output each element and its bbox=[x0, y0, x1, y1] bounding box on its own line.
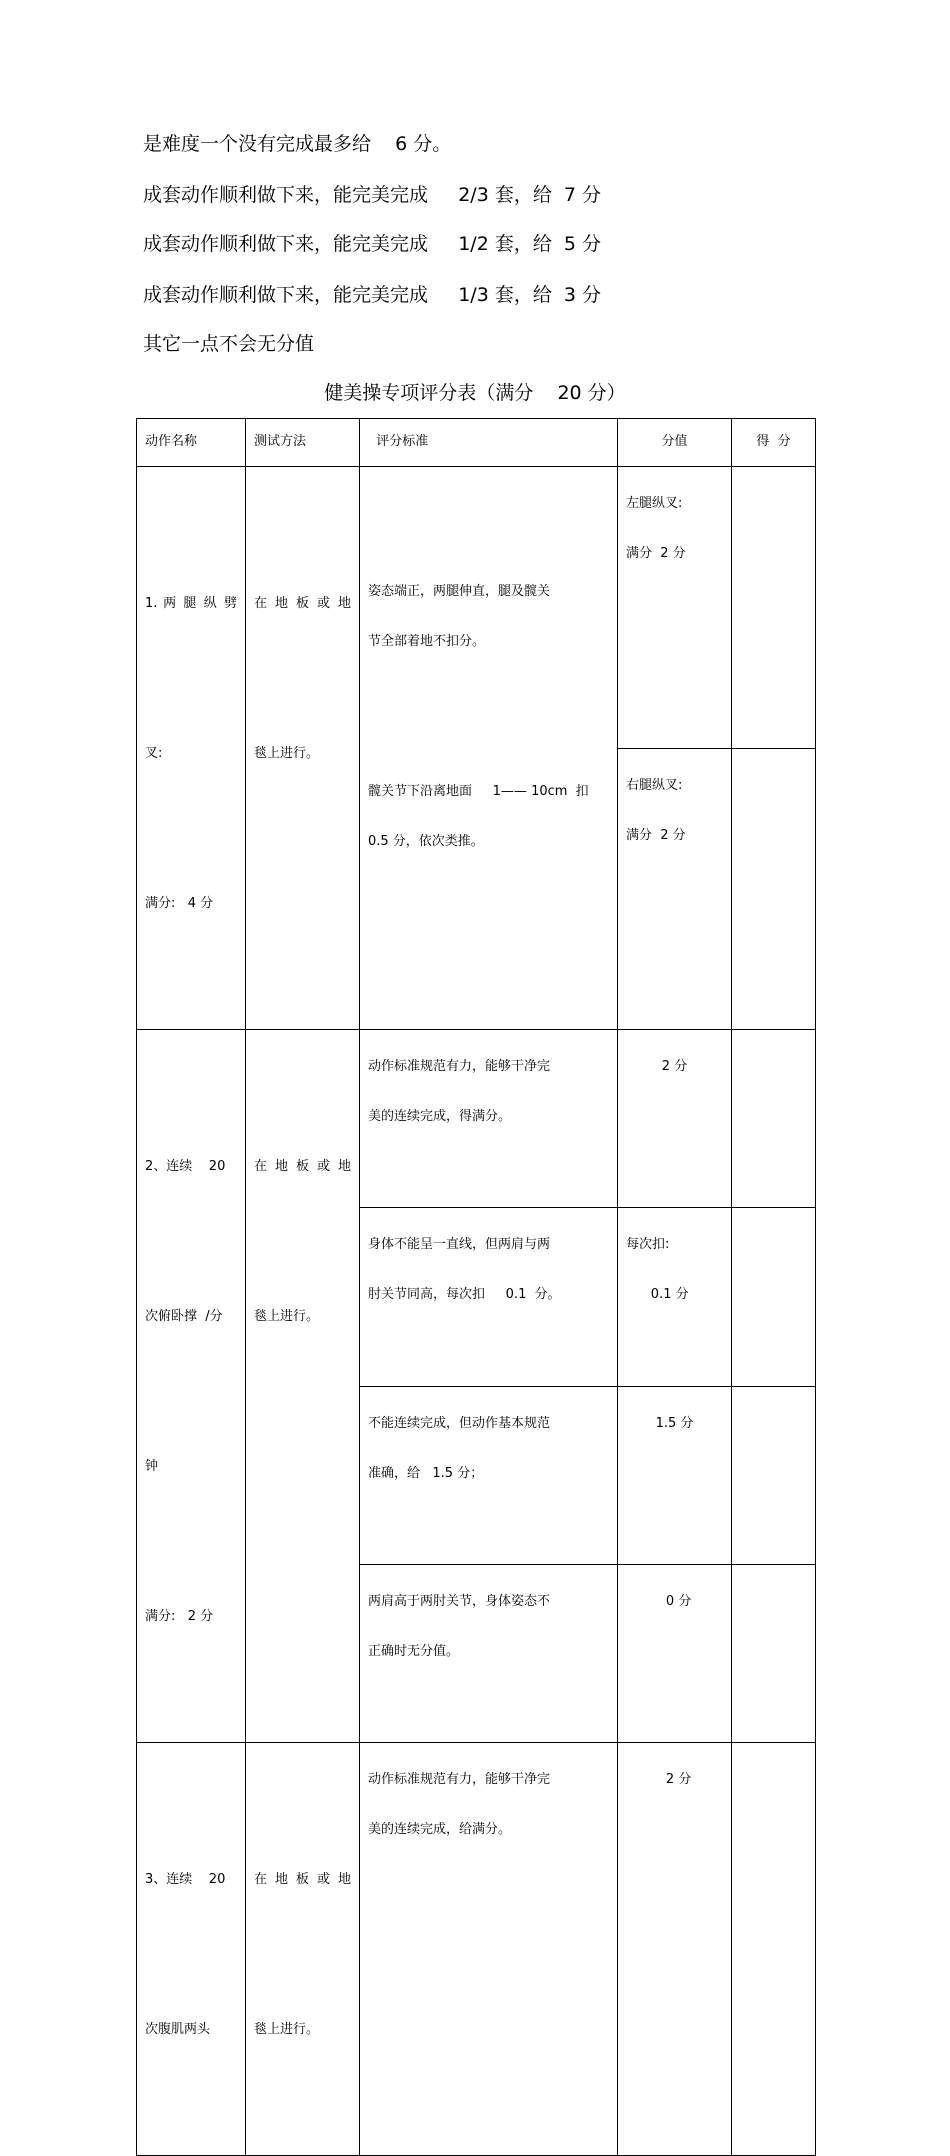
item1-criteria-b: 髋关节下沿离地面 1—— 10cm 扣 0.5 分，依次类推。 bbox=[368, 784, 589, 849]
table-row bbox=[137, 1743, 816, 2156]
item2-method-cell bbox=[246, 1030, 360, 1743]
item1-result-b bbox=[732, 748, 816, 1030]
item1-method-line1: 在 地 板 或 地 bbox=[254, 596, 351, 611]
header-score: 分值 bbox=[618, 419, 732, 467]
item2-score-b: 每次扣: 0.1 分 bbox=[618, 1208, 732, 1386]
item1-name-line3: 满分: 4 分 bbox=[145, 896, 214, 911]
item2-method-line2: 毯上进行。 bbox=[254, 1309, 320, 1324]
paragraph-4: 成套动作顺利做下来，能完美完成 1/3 套，给 3 分 bbox=[143, 284, 602, 306]
item2-name-line2: 次俯卧撑 /分 bbox=[145, 1309, 223, 1324]
header-test-method: 测试方法 bbox=[246, 419, 360, 467]
item2-score-d: 0 分 bbox=[618, 1564, 732, 1742]
header-result: 得 分 bbox=[732, 419, 816, 467]
item2-name-line1: 2、连续 20 bbox=[145, 1159, 226, 1174]
item2-criteria-b: 身体不能呈一直线，但两肩与两 肘关节同高，每次扣 0.1 分。 bbox=[360, 1208, 618, 1386]
scoring-table bbox=[136, 418, 816, 2156]
item2-name-cell bbox=[137, 1030, 246, 1743]
item1-method-cell bbox=[246, 467, 360, 1030]
item2-name-line3: 钟 bbox=[145, 1459, 159, 1474]
table-title: 健美操专项评分表（满分 20 分） bbox=[324, 382, 626, 404]
item2-criteria-a: 动作标准规范有力，能够干净完 美的连续完成，得满分。 bbox=[360, 1030, 618, 1208]
item2-criteria-c: 不能连续完成，但动作基本规范 准确，给 1.5 分； bbox=[360, 1386, 618, 1564]
item2-method-line1: 在 地 板 或 地 bbox=[254, 1159, 351, 1174]
table-header-row bbox=[137, 419, 816, 467]
item2-result-d bbox=[732, 1564, 816, 1742]
item3-name-line1: 3、连续 20 bbox=[145, 1872, 226, 1887]
item3-name-cell bbox=[137, 1743, 246, 2156]
paragraph-2: 成套动作顺利做下来，能完美完成 2/3 套，给 7 分 bbox=[143, 184, 602, 206]
item1-name-line1: 1. 两 腿 纵 劈 bbox=[145, 596, 237, 611]
item2-criteria-d: 两肩高于两肘关节，身体姿态不 正确时无分值。 bbox=[360, 1564, 618, 1742]
paragraph-1: 是难度一个没有完成最多给 6 分。 bbox=[143, 133, 452, 155]
table-row bbox=[137, 467, 816, 749]
item3-result-a bbox=[732, 1743, 816, 2156]
item1-score-b: 右腿纵叉: 满分 2 分 bbox=[618, 748, 732, 1030]
item3-criteria-a: 动作标准规范有力，能够干净完 美的连续完成，给满分。 bbox=[360, 1743, 618, 2156]
item3-method-cell bbox=[246, 1743, 360, 2156]
paragraph-3: 成套动作顺利做下来，能完美完成 1/2 套，给 5 分 bbox=[143, 233, 602, 255]
item2-result-a bbox=[732, 1030, 816, 1208]
table-row bbox=[137, 1030, 816, 1208]
item1-method-line2: 毯上进行。 bbox=[254, 746, 320, 761]
header-action-name: 动作名称 bbox=[137, 419, 246, 467]
item1-name-cell bbox=[137, 467, 246, 1030]
item1-criteria-a: 姿态端正，两腿伸直，腿及髋关 节全部着地不扣分。 bbox=[368, 584, 551, 649]
item3-name-line2: 次腹肌两头 bbox=[145, 2022, 211, 2037]
header-criteria: 评分标准 bbox=[360, 419, 618, 467]
item2-name-line4: 满分: 2 分 bbox=[145, 1609, 214, 1624]
item1-criteria-cell bbox=[360, 467, 618, 1030]
item1-result-a bbox=[732, 467, 816, 749]
item2-result-c bbox=[732, 1386, 816, 1564]
item2-score-c: 1.5 分 bbox=[618, 1386, 732, 1564]
item1-score-a: 左腿纵叉: 满分 2 分 bbox=[618, 467, 732, 749]
item3-method-line1: 在 地 板 或 地 bbox=[254, 1872, 351, 1887]
item2-result-b bbox=[732, 1208, 816, 1386]
item3-method-line2: 毯上进行。 bbox=[254, 2022, 320, 2037]
paragraph-5: 其它一点不会无分值 bbox=[143, 333, 315, 355]
item2-score-a: 2 分 bbox=[618, 1030, 732, 1208]
item1-name-line2: 叉: bbox=[145, 746, 163, 761]
item3-score-a: 2 分 bbox=[618, 1743, 732, 2156]
